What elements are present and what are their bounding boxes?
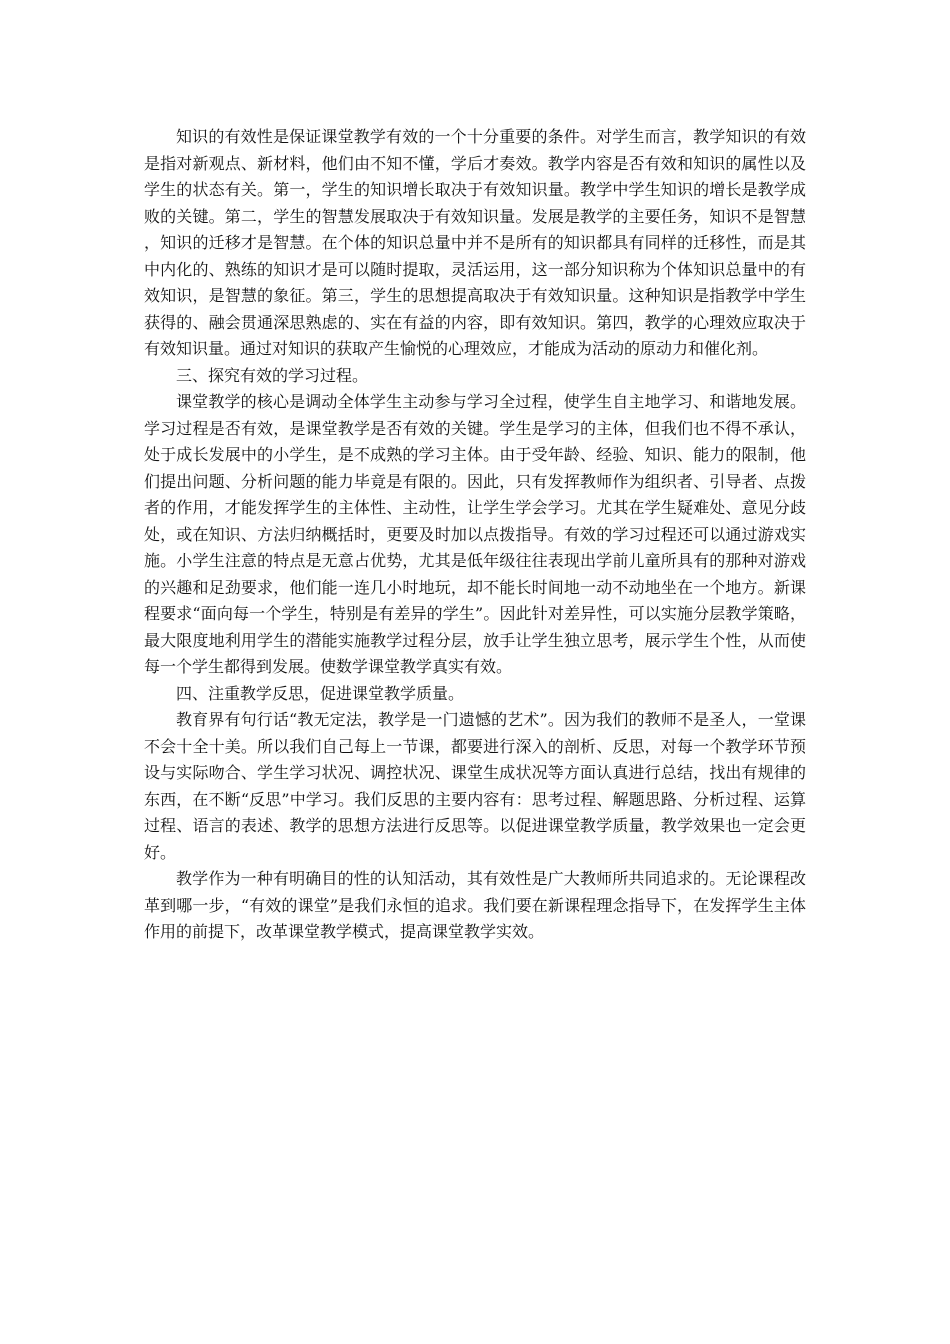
paragraph-conclusion: 教学作为一种有明确目的性的认知活动，其有效性是广大教师所共同追求的。无论课程改革到哪一步，“有效的课堂”是我们永恒的追求。我们要在新课程理念指导下，在发挥学生主体作用的前提下，改革课堂教学模式，提高课堂教学实效。 [144, 869, 806, 941]
section-heading-4: 四、注重教学反思，促进课堂教学质量。 [176, 683, 465, 703]
document-page [144, 124, 806, 946]
paragraph-learning-process: 课堂教学的核心是调动全体学生主动参与学习全过程，使学生自主地学习、和谐地发展。学习过程是否有效，是课堂教学是否有效的关键。学生是学习的主体，但我们也不得不承认，处于成长发展中的小学生，是不成熟的学习主体。由于受年龄、经验、知识、能力的限制，他们提出问题、分析问题的能力毕竟是有限的。因此，只有发挥教师作为组织者、引导者、点拨者的作用，才能发挥学生的主体性、主动性，让学生学会学习。尤其在学生疑难处、意见分歧处，或在知识、方法归纳概括时，更要及时加以点拨指导。有效的学习过程还可以通过游戏实施。小学生注意的特点是无意占优势，尤其是低年级往往表现出学前儿童所具有的那种对游戏的兴趣和足劲要求，他们能一连几小时地玩，却不能长时间地一动不动地坐在一个地方。新课程要求“面向每一个学生，特别是有差异的学生”。因此针对差异性，可以实施分层教学策略，最大限度地利用学生的潜能实施教学过程分层，放手让学生独立思考，展示学生个性，从而使每一个学生都得到发展。使数学课堂教学真实有效。 [144, 392, 806, 676]
paragraph-knowledge-effectiveness: 知识的有效性是保证课堂教学有效的一个十分重要的条件。对学生而言，教学知识的有效是指对新观点、新材料，他们由不知不懂，学后才奏效。教学内容是否有效和知识的属性以及学生的状态有关。第一，学生的知识增长取决于有效知识量。教学中学生知识的增长是教学成败的关键。第二，学生的智慧发展取决于有效知识量。发展是教学的主要任务，知识不是智慧，知识的迁移才是智慧。在个体的知识总量中并不是所有的知识都具有同样的迁移性，而是其中内化的、熟练的知识才是可以随时提取，灵活运用，这一部分知识称为个体知识总量中的有效知识，是智慧的象征。第三，学生的思想提高取决于有效知识量。这种知识是指教学中学生获得的、融会贯通深思熟虑的、实在有益的内容，即有效知识。第四，教学的心理效应取决于有效知识量。通过对知识的获取产生愉悦的心理效应，才能成为活动的原动力和催化剂。 [144, 127, 806, 358]
section-heading-3: 三、探究有效的学习过程。 [176, 365, 369, 385]
paragraph-teaching-reflection: 教育界有句行话“教无定法，教学是一门遗憾的艺术”。因为我们的教师不是圣人，一堂课不会十全十美。所以我们自己每上一节课，都要进行深入的剖析、反思，对每一个教学环节预设与实际吻合、学生学习状况、调控状况、课堂生成状况等方面认真进行总结，找出有规律的东西，在不断“反思”中学习。我们反思的主要内容有：思考过程、解题思路、分析过程、运算过程、语言的表述、教学的思想方法进行反思等。以促进课堂教学质量，教学效果也一定会更好。 [144, 710, 806, 862]
